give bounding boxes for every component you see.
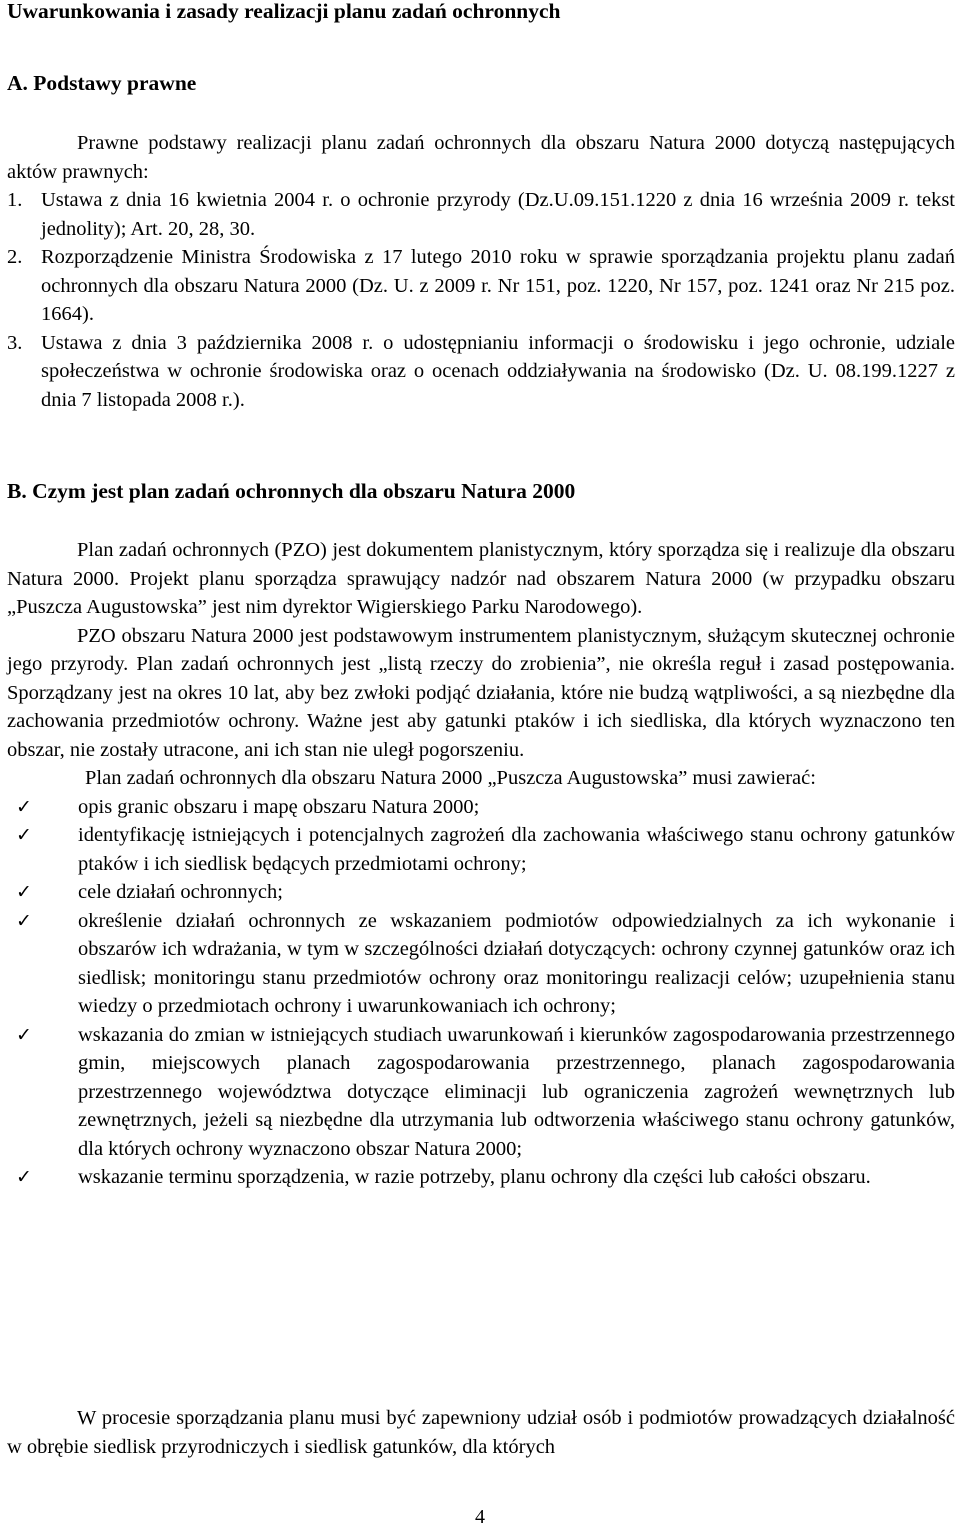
checklist-item-text: opis granic obszaru i mapę obszaru Natura 2000; (78, 795, 480, 818)
section-b-body (7, 536, 955, 1192)
section-b-paragraph-3: Plan zadań ochronnych dla obszaru Natura 2000 „Puszcza Augustowska” musi zawierać: (85, 767, 816, 789)
checkmark-icon: ✓ (16, 1023, 32, 1046)
checklist-item-text: określenie działań ochronnych ze wskazaniem podmiotów odpowiedzialnych za ich wykonanie i obszarów ich wdrażania, w tym w szczególności działań dotyczących: ochrony czynnej gatunków oraz ich siedlisk; monitoringu stanu przedmiotów ochrony oraz monitoringu realizacji celów; uzupełnienia stanu wiedzy o przedmiotach ochrony i uwarunkowaniach ich ochrony; (78, 909, 955, 1017)
closing-paragraph-block (7, 1404, 955, 1461)
legal-act-text: Ustawa z dnia 3 października 2008 r. o udostępnianiu informacji o środowisku i jego ochronie, udziale społeczeństwa w ochronie środowiska oraz o ocenach oddziaływania na środowisko (Dz. U. 08.199.1227 z dnia 7 listopada 2008 r.). (41, 331, 955, 411)
section-b-heading: B. Czym jest plan zadań ochronnych dla obszaru Natura 2000 (7, 479, 576, 503)
checklist-item (7, 793, 955, 822)
checkmark-icon: ✓ (16, 824, 32, 846)
section-a-heading: A. Podstawy prawne (7, 71, 197, 95)
legal-act-item (7, 186, 955, 243)
section-b-paragraph-1: Plan zadań ochronnych (PZO) jest dokumentem planistycznym, który sporządza się i realizuje dla obszaru Natura 2000. Projekt planu sporządza sprawujący nadzór nad obszarem Natura 2000 (w przypadku obszaru „Puszcza Augustowska” jest nim dyrektor Wigierskiego Parku Narodowego). (7, 539, 955, 618)
section-b-paragraph-4: W procesie sporządzania planu musi być zapewniony udział osób i podmiotów prowadzących działalność w obrębie siedlisk przyrodniczych i siedlisk gatunków, dla których (7, 1407, 955, 1458)
page-title: Uwarunkowania i zasady realizacji planu zadań ochronnych (7, 0, 561, 23)
page-number: 4 (475, 1506, 485, 1528)
checklist-item (7, 821, 955, 878)
checkmark-icon: ✓ (16, 881, 32, 903)
checklist-item (7, 1021, 955, 1164)
checklist-item-text: wskazanie terminu sporządzenia, w razie potrzeby, planu ochrony dla części lub całości obszaru. (78, 1166, 871, 1188)
legal-act-text: Ustawa z dnia 16 kwietnia 2004 r. o ochronie przyrody (Dz.U.09.151.1220 z dnia 16 września 2009 r. tekst jednolity); Art. 20, 28, 30. (41, 189, 955, 240)
checklist-item (7, 1163, 955, 1192)
checklist-item (7, 907, 955, 1021)
list-number: 2. (7, 246, 23, 268)
list-number: 1. (7, 189, 23, 211)
list-number: 3. (7, 331, 23, 354)
section-b-paragraph-2: PZO obszaru Natura 2000 jest podstawowym instrumentem planistycznym, służącym skutecznej ochronie jego przyrody. Plan zadań ochronnych jest „listą rzeczy do zrobienia”, nie określa reguł i zasad postępowania. Sporządzany jest na okres 10 lat, aby bez zwłoki podjąć działania, które nie budzą wątpliwości, a są niezbędne dla zachowania przedmiotów ochrony. Ważne jest aby gatunki ptaków i ich siedliska, dla których wyznaczono ten obszar, nie zostały utracone, ani ich stan nie uległ pogorszeniu. (7, 624, 955, 761)
section-a-intro: Prawne podstawy realizacji planu zadań ochronnych dla obszaru Natura 2000 dotyczą następujących aktów prawnych: (7, 132, 955, 183)
section-a-body (7, 129, 955, 414)
checkmark-icon: ✓ (16, 909, 32, 932)
checklist-item-text: wskazania do zmian w istniejących studiach uwarunkowań i kierunków zagospodarowania przestrzennego gmin, miejscowych planach zagospodarowania przestrzennego, planach zagospodarowania przestrzennego województwa dotyczące eliminacji lub ograniczenia zagrożeń wewnętrznych lub zewnętrznych, jeżeli są niezbędne dla utrzymania lub odtworzenia właściwego stanu ochrony gatunków, dla których ochrony wyznaczono obszar Natura 2000; (78, 1023, 955, 1160)
legal-act-item (7, 329, 955, 415)
legal-act-text: Rozporządzenie Ministra Środowiska z 17 lutego 2010 roku w sprawie sporządzania projektu planu zadań ochronnych dla obszaru Natura 2000 (Dz. U. z 2009 r. Nr 151, poz. 1220, Nr 157, poz. 1241 oraz Nr 215 poz. 1664). (41, 246, 955, 325)
required-contents-list (7, 793, 955, 1192)
checkmark-icon: ✓ (16, 795, 32, 818)
legal-act-item (7, 243, 955, 329)
checklist-item (7, 878, 955, 907)
checklist-item-text: identyfikację istniejących i potencjalnych zagrożeń dla zachowania właściwego stanu ochrony gatunków ptaków i ich siedlisk będących przedmiotami ochrony; (78, 824, 955, 875)
legal-acts-list (7, 186, 955, 414)
checklist-item-text: cele działań ochronnych; (78, 881, 283, 903)
checkmark-icon: ✓ (16, 1166, 32, 1188)
